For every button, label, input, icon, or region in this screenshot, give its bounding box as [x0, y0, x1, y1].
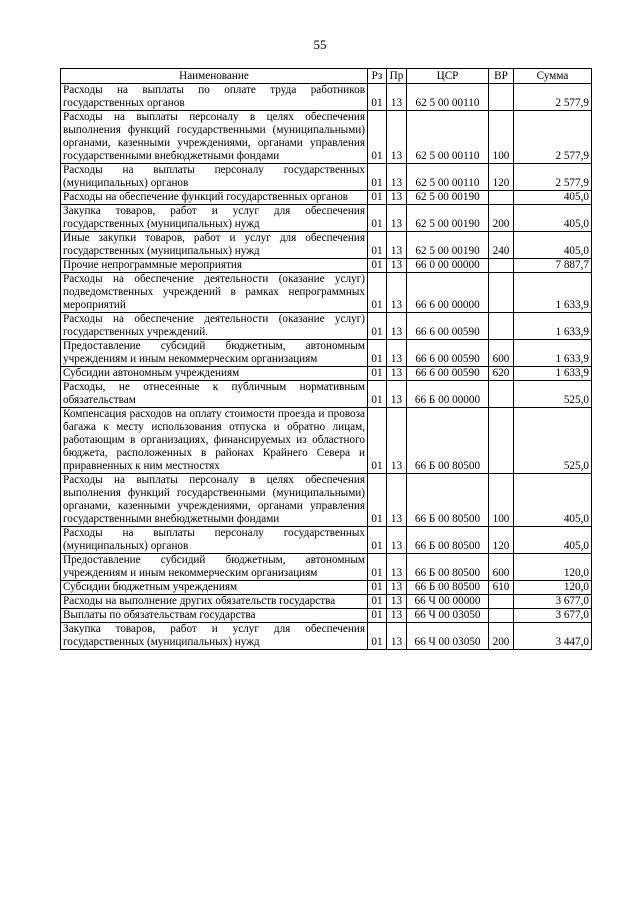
- cell-pr: 13: [387, 408, 407, 474]
- cell-vr: 200: [489, 623, 514, 650]
- header-pr: Пр: [387, 69, 407, 84]
- cell-sum: 525,0: [514, 408, 592, 474]
- cell-csr: 66 6 00 00590: [407, 340, 489, 367]
- cell-pr: 13: [387, 191, 407, 205]
- cell-pr: 13: [387, 527, 407, 554]
- cell-name: Закупка товаров, работ и услуг для обеспечения государственных (муниципальных) нужд: [61, 623, 368, 650]
- cell-rz: 01: [368, 313, 387, 340]
- cell-sum: 405,0: [514, 232, 592, 259]
- cell-csr: 62 5 00 00110: [407, 111, 489, 164]
- cell-name: Иные закупки товаров, работ и услуг для обеспечения государственных (муниципальных) нужд: [61, 232, 368, 259]
- table-row: [61, 595, 592, 609]
- cell-name: Расходы, не отнесенные к публичным нормативным обязательствам: [61, 381, 368, 408]
- cell-rz: 01: [368, 164, 387, 191]
- cell-vr: [489, 273, 514, 313]
- cell-name: Расходы на обеспечение деятельности (оказание услуг) подведомственных учреждений в рамках непрограммных мероприятий: [61, 273, 368, 313]
- cell-rz: 01: [368, 554, 387, 581]
- cell-pr: 13: [387, 367, 407, 381]
- table-row: [61, 259, 592, 273]
- cell-rz: 01: [368, 191, 387, 205]
- cell-name: Закупка товаров, работ и услуг для обеспечения государственных (муниципальных) нужд: [61, 205, 368, 232]
- cell-vr: 600: [489, 554, 514, 581]
- table-row: [61, 313, 592, 340]
- cell-rz: 01: [368, 273, 387, 313]
- cell-sum: 2 577,9: [514, 111, 592, 164]
- cell-pr: 13: [387, 273, 407, 313]
- cell-pr: 13: [387, 205, 407, 232]
- cell-vr: 600: [489, 340, 514, 367]
- cell-pr: 13: [387, 340, 407, 367]
- table-row: [61, 191, 592, 205]
- cell-sum: 3 677,0: [514, 609, 592, 623]
- cell-sum: 1 633,9: [514, 313, 592, 340]
- cell-vr: 610: [489, 581, 514, 595]
- cell-rz: 01: [368, 527, 387, 554]
- cell-vr: 620: [489, 367, 514, 381]
- cell-vr: 240: [489, 232, 514, 259]
- cell-csr: 66 Б 00 80500: [407, 554, 489, 581]
- cell-csr: 66 6 00 00590: [407, 313, 489, 340]
- cell-vr: [489, 259, 514, 273]
- cell-pr: 13: [387, 84, 407, 111]
- header-rz: Рз: [368, 69, 387, 84]
- cell-vr: 120: [489, 164, 514, 191]
- cell-csr: 62 5 00 00190: [407, 205, 489, 232]
- table-body: [61, 84, 592, 650]
- cell-vr: 100: [489, 111, 514, 164]
- cell-rz: 01: [368, 581, 387, 595]
- budget-table: [60, 68, 592, 650]
- cell-sum: 7 887,7: [514, 259, 592, 273]
- cell-pr: 13: [387, 259, 407, 273]
- cell-name: Расходы на выполнение других обязательств государства: [61, 595, 368, 609]
- cell-sum: 405,0: [514, 474, 592, 527]
- cell-csr: 62 5 00 00190: [407, 232, 489, 259]
- cell-sum: 405,0: [514, 527, 592, 554]
- cell-sum: 405,0: [514, 205, 592, 232]
- cell-name: Расходы на выплаты персоналу государственных (муниципальных) органов: [61, 164, 368, 191]
- cell-vr: 200: [489, 205, 514, 232]
- cell-sum: 1 633,9: [514, 340, 592, 367]
- cell-name: Прочие непрограммные мероприятия: [61, 259, 368, 273]
- cell-csr: 66 0 00 00000: [407, 259, 489, 273]
- cell-csr: 66 6 00 00590: [407, 367, 489, 381]
- cell-csr: 62 5 00 00190: [407, 191, 489, 205]
- cell-rz: 01: [368, 340, 387, 367]
- cell-rz: 01: [368, 609, 387, 623]
- table-row: [61, 527, 592, 554]
- cell-name: Субсидии бюджетным учреждениям: [61, 581, 368, 595]
- cell-rz: 01: [368, 367, 387, 381]
- cell-name: Субсидии автономным учреждениям: [61, 367, 368, 381]
- cell-pr: 13: [387, 232, 407, 259]
- cell-vr: [489, 381, 514, 408]
- cell-sum: 120,0: [514, 554, 592, 581]
- table-row: [61, 111, 592, 164]
- cell-pr: 13: [387, 111, 407, 164]
- cell-rz: 01: [368, 408, 387, 474]
- cell-vr: [489, 595, 514, 609]
- cell-rz: 01: [368, 595, 387, 609]
- table-row: [61, 367, 592, 381]
- cell-rz: 01: [368, 232, 387, 259]
- cell-pr: 13: [387, 581, 407, 595]
- cell-csr: 66 Ч 00 00000: [407, 595, 489, 609]
- cell-pr: 13: [387, 623, 407, 650]
- cell-rz: 01: [368, 623, 387, 650]
- cell-name: Расходы на выплаты персоналу в целях обеспечения выполнения функций государственными (муниципальными) органами, казенными учреждениями, органами управления государственными внебюджетными фондами: [61, 111, 368, 164]
- table-row: [61, 474, 592, 527]
- table-row: [61, 205, 592, 232]
- cell-sum: 2 577,9: [514, 164, 592, 191]
- cell-csr: 66 6 00 00000: [407, 273, 489, 313]
- cell-vr: 120: [489, 527, 514, 554]
- cell-csr: 66 Б 00 00000: [407, 381, 489, 408]
- page-number: 55: [313, 37, 327, 52]
- table-row: [61, 232, 592, 259]
- cell-name: Расходы на выплаты персоналу в целях обеспечения выполнения функций государственными (муниципальными) органами, казенными учреждениями, органами управления государственными внебюджетными фондами: [61, 474, 368, 527]
- cell-rz: 01: [368, 111, 387, 164]
- cell-csr: 66 Ч 00 03050: [407, 609, 489, 623]
- cell-rz: 01: [368, 259, 387, 273]
- cell-csr: 66 Б 00 80500: [407, 527, 489, 554]
- cell-pr: 13: [387, 595, 407, 609]
- cell-csr: 66 Б 00 80500: [407, 474, 489, 527]
- cell-csr: 66 Б 00 80500: [407, 408, 489, 474]
- cell-vr: 100: [489, 474, 514, 527]
- cell-name: Расходы на обеспечение деятельности (оказание услуг) государственных учреждений.: [61, 313, 368, 340]
- cell-name: Расходы на обеспечение функций государственных органов: [61, 191, 368, 205]
- header-csr: ЦСР: [407, 69, 489, 84]
- cell-sum: 405,0: [514, 191, 592, 205]
- cell-name: Компенсация расходов на оплату стоимости проезда и провоза багажа к месту использования отпуска и обратно лицам, работающим в организациях, финансируемых из областного бюджета, расположенных в районах Крайнего Севера и приравненных к ним местностях: [61, 408, 368, 474]
- cell-vr: [489, 609, 514, 623]
- table-row: [61, 408, 592, 474]
- table-row: [61, 623, 592, 650]
- cell-sum: 1 633,9: [514, 273, 592, 313]
- cell-csr: 66 Ч 00 03050: [407, 623, 489, 650]
- cell-pr: 13: [387, 474, 407, 527]
- cell-pr: 13: [387, 381, 407, 408]
- cell-sum: 3 677,0: [514, 595, 592, 609]
- table-row: [61, 381, 592, 408]
- table-row: [61, 340, 592, 367]
- cell-pr: 13: [387, 313, 407, 340]
- cell-rz: 01: [368, 381, 387, 408]
- table-row: [61, 609, 592, 623]
- cell-rz: 01: [368, 474, 387, 527]
- header-name: Наименование: [61, 69, 368, 84]
- table-row: [61, 84, 592, 111]
- table-row: [61, 273, 592, 313]
- table-row: [61, 164, 592, 191]
- table-row: [61, 581, 592, 595]
- cell-name: Предоставление субсидий бюджетным, автономным учреждениям и иным некоммерческим организациям: [61, 340, 368, 367]
- cell-sum: 2 577,9: [514, 84, 592, 111]
- cell-csr: 62 5 00 00110: [407, 164, 489, 191]
- cell-vr: [489, 408, 514, 474]
- table-row: [61, 554, 592, 581]
- cell-vr: [489, 84, 514, 111]
- cell-name: Выплаты по обязательствам государства: [61, 609, 368, 623]
- cell-vr: [489, 313, 514, 340]
- cell-pr: 13: [387, 164, 407, 191]
- cell-vr: [489, 191, 514, 205]
- cell-name: Расходы на выплаты персоналу государственных (муниципальных) органов: [61, 527, 368, 554]
- cell-csr: 66 Б 00 80500: [407, 581, 489, 595]
- header-sum: Сумма: [514, 69, 592, 84]
- cell-csr: 62 5 00 00110: [407, 84, 489, 111]
- cell-name: Расходы на выплаты по оплате труда работников государственных органов: [61, 84, 368, 111]
- table-header-row: [61, 69, 592, 84]
- cell-sum: 1 633,9: [514, 367, 592, 381]
- cell-sum: 525,0: [514, 381, 592, 408]
- header-vr: ВР: [489, 69, 514, 84]
- cell-name: Предоставление субсидий бюджетным, автономным учреждениям и иным некоммерческим организациям: [61, 554, 368, 581]
- cell-rz: 01: [368, 84, 387, 111]
- cell-pr: 13: [387, 609, 407, 623]
- cell-rz: 01: [368, 205, 387, 232]
- cell-pr: 13: [387, 554, 407, 581]
- cell-sum: 3 447,0: [514, 623, 592, 650]
- cell-sum: 120,0: [514, 581, 592, 595]
